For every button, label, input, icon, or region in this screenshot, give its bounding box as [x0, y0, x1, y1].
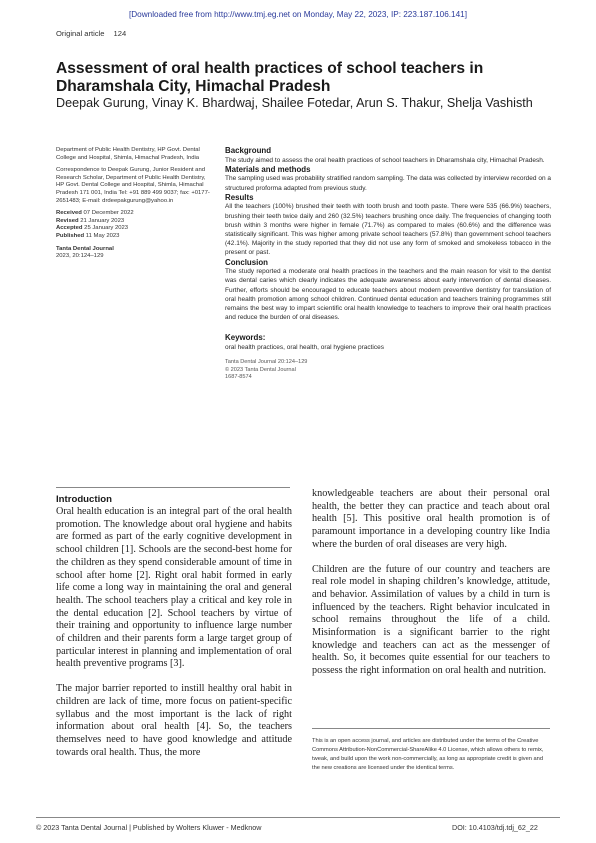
citation-copyright: © 2023 Tanta Dental Journal	[225, 366, 296, 373]
journal-issue: 2023, 20:124–129	[56, 253, 104, 260]
affiliation: Department of Public Health Dentistry, HP Govt. Dental College and Hospital, Shimla, Himachal Pradesh, India	[56, 147, 200, 161]
conclusion-text: The study reported a moderate oral health practices in the teachers and the main reason for visit to the dentist was dental caries which clearly indicates the adequate awareness about early intervention of dental diseases. Further, efforts should be encouraged to educate teachers about modern preventive dentistry for translation of oral health promotion among school children. Continued dental education and teachers training programmes still remains the best way to impart scientific oral health knowledge to teachers to improve their oral health practices and reduce the burden of oral diseases.	[225, 268, 551, 322]
article-metadata	[56, 147, 212, 266]
body-right-column	[312, 488, 550, 678]
body-paragraph: Oral health education is an integral part of the oral health promotion. The knowledge about oral hygiene and habits are formed as part of the early cognitive development in school children [1]. Schools are the second-best home for the children as they spend considerable amount of time in school after home [2]. Right oral habit formed in early life come a long way in maintaining the oral and general health. The school teachers play a critical and key role in the dental education [2]. School teachers by virtue of their training and opportunity to influence large number of children and their parents form a large target group of particular interest in planning and implementation of oral health preventive programs [3].	[56, 506, 292, 670]
correspondence: Correspondence to Deepak Gurung, Junior Resident and Research Scholar, Department of Public Health Dentistry, HP Govt. Dental College and Hospital, Shimla, Himachal Pradesh 171 001, India Tel: +91 889 499 9037; fax: +0177-2651483; E-mail: drdeepakgurung@yahoo.in	[56, 167, 210, 204]
body-left-column	[56, 494, 292, 759]
license-rule	[312, 728, 550, 729]
methods-text: The sampling used was probability stratified random sampling. The data was collected by interview recorded on a structured proforma adapted from previous study.	[225, 175, 551, 192]
abstract	[225, 146, 551, 381]
article-title: Assessment of oral health practices of school teachers in Dharamshala City, Himachal Pradesh	[56, 60, 484, 95]
download-banner: [Downloaded free from http://www.tmj.eg.net on Monday, May 22, 2023, IP: 223.187.106.141]	[128, 10, 467, 19]
date-received: Received 07 December 2022	[56, 210, 134, 217]
background-text: The study aimed to assess the oral health practices of school teachers in Dharamshala city, Himachal Pradesh.	[225, 156, 545, 164]
body-paragraph: knowledgeable teachers are about their personal oral health, the better they can practice and teach about oral health [5]. This positive oral health promotion is of paramount importance in a developing country like India where the burden of oral diseases are very high.	[312, 488, 550, 550]
article-type-label: Original article	[56, 29, 105, 38]
citation-issn: 1687-8574	[225, 374, 252, 381]
date-published: Published 11 May 2023	[56, 232, 120, 239]
dates-block	[56, 210, 212, 240]
body-paragraph: Children are the future of our country and teachers are real role model in shaping children’s knowledge, attitude, and behavior. Assimilation of values by a child in turn is influenced by the teachers. Right behavior inculcated in school remains throughout the life of a child. Misinformation is a significant barrier to the right knowledge and teachers can act as the messenger of health. So, it becomes quite essential for our teachers to possess the right information on oral health and nutrition.	[312, 563, 550, 677]
footer-copyright: © 2023 Tanta Dental Journal | Published by Wolters Kluwer - Medknow	[36, 823, 262, 832]
date-accepted: Accepted 25 January 2023	[56, 225, 129, 232]
date-revised: Revised 21 January 2023	[56, 217, 125, 224]
citation-journal: Tanta Dental Journal 20:124–129	[225, 359, 308, 366]
author-list: Deepak Gurung, Vinay K. Bhardwaj, Shailee Fotedar, Arun S. Thakur, Shelja Vashisth	[56, 96, 533, 110]
keywords-heading: Keywords:	[225, 333, 266, 343]
page-number: 124	[113, 29, 127, 38]
citation-block	[225, 359, 551, 381]
keywords-text: oral health practices, oral health, oral hygiene practices	[225, 344, 384, 352]
running-head	[56, 29, 135, 38]
left-column-rule	[56, 487, 290, 488]
body-paragraph: The major barrier reported to instill healthy oral habit in children are lack of time, more focus on patient-specific syllabus and the most important is the lack of right information about oral health [4]. So, the teachers themselves need to have good knowledge and attitude towards oral health. Thus, the more	[56, 683, 292, 758]
conclusion-heading: Conclusion	[225, 257, 268, 267]
background-heading: Background	[225, 146, 272, 155]
license-notice: This is an open access journal, and articles are distributed under the terms of the Creative Commons Attribution-NonCommercial-ShareAlike 4.0 License, which allows others to remix, tweak, and build upon the work non-commercially, as long as appropriate credit is given and the new creations are licensed under the identical terms.	[312, 738, 544, 771]
results-text: All the teachers (100%) brushed their teeth with tooth brush and tooth paste. There were 535 (66.9%) teachers, brushing their teeth twice daily and 260 (32.5%) teachers brushing once daily. The frequencies of changing tooth brush within 3 months were higher in female (71.7%) as compared to males (60.6%) and the difference was statistically significant. This was higher among private school teachers (57.8%) than government school teachers (42.1%). Majority in the study reported that they did not use any form of smoked and smokeless tobacco in the present or past.	[225, 203, 551, 257]
introduction-heading: Introduction	[56, 494, 112, 505]
journal-name: Tanta Dental Journal	[56, 245, 114, 252]
journal-info	[56, 246, 212, 261]
results-heading: Results	[225, 192, 254, 202]
footer-rule	[36, 817, 560, 818]
methods-heading: Materials and methods	[225, 164, 311, 174]
footer-doi: DOI: 10.4103/tdj.tdj_62_22	[452, 823, 538, 832]
